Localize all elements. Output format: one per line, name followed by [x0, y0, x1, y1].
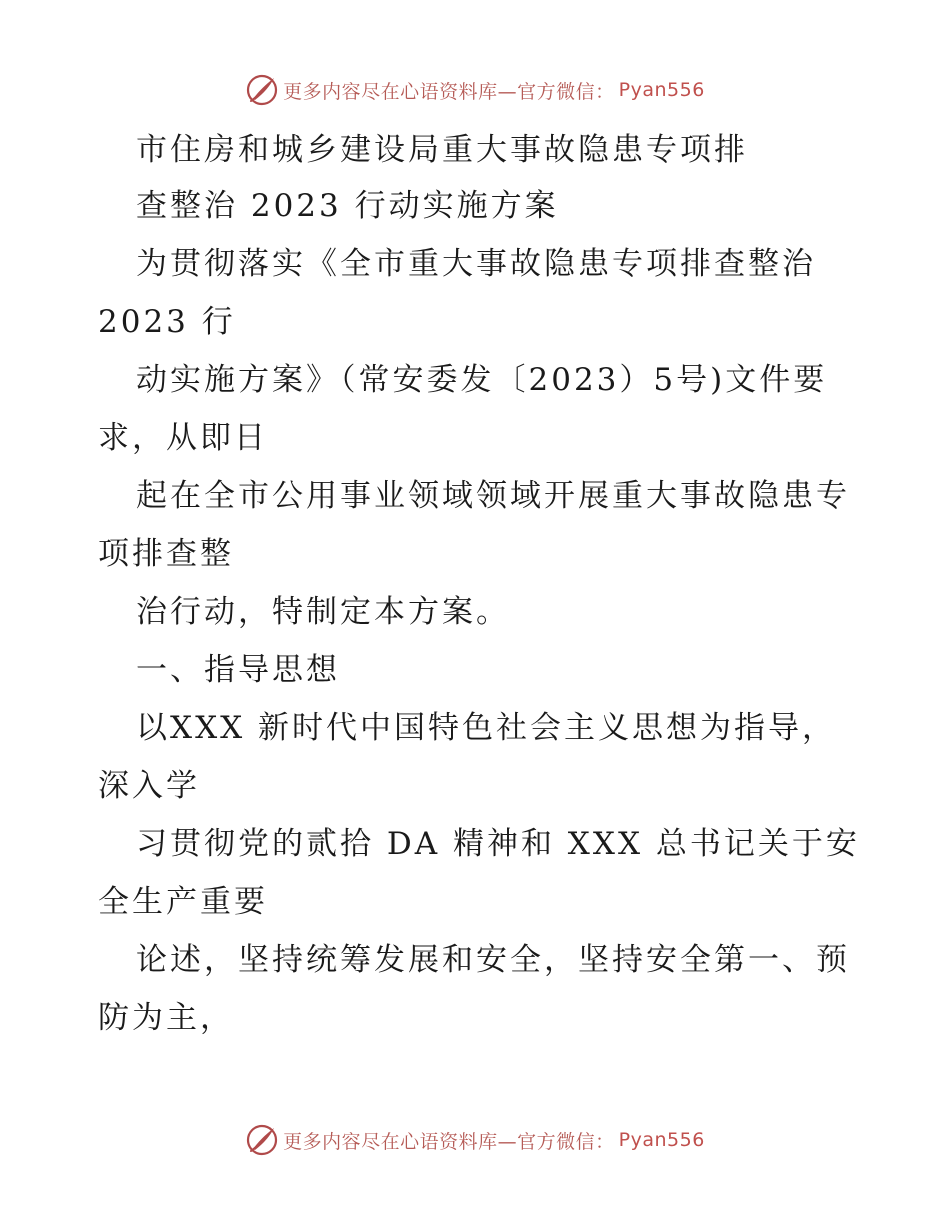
watermark-contact: Pyan556	[618, 79, 705, 101]
doc-line: 项排查整	[98, 536, 234, 572]
doc-line: 起在全市公用事业领域领域开展重大事故隐患专	[136, 478, 850, 514]
doc-line: 求，从即日	[98, 420, 268, 456]
doc-line: 为贯彻落实《全市重大事故隐患专项排查整治	[136, 246, 816, 282]
doc-line: 动实施方案》（常安委发〔2023）5号)文件要	[136, 362, 828, 398]
watermark-text: 更多内容尽在心语资料库—官方微信：	[283, 1130, 615, 1153]
doc-line: 全生产重要	[98, 884, 268, 920]
doc-heading-section-1: 一、指导思想	[136, 652, 340, 688]
watermark-contact: Pyan556	[618, 1129, 705, 1151]
doc-line-title-2: 查整治 2023 行动实施方案	[136, 188, 559, 224]
doc-line: 习贯彻党的贰拾 DA 精神和 XXX 总书记关于安	[136, 826, 860, 862]
doc-line: 论述，坚持统筹发展和安全，坚持安全第一、预	[136, 942, 850, 978]
doc-line: 2023 行	[98, 304, 236, 340]
watermark-banner-bottom	[0, 1120, 950, 1160]
watermark-text: 更多内容尽在心语资料库—官方微信：	[283, 80, 615, 103]
doc-line-title-1: 市住房和城乡建设局重大事故隐患专项排	[136, 132, 748, 168]
quill-logo-icon	[245, 73, 279, 107]
quill-logo-icon	[245, 1123, 279, 1157]
watermark-content	[245, 73, 705, 107]
doc-line: 防为主，	[98, 1000, 234, 1036]
watermark-banner-top	[0, 70, 950, 110]
doc-line: 深入学	[98, 768, 200, 804]
watermark-content	[245, 1123, 705, 1157]
doc-line: 以XXX 新时代中国特色社会主义思想为指导，	[136, 710, 837, 746]
doc-line: 治行动，特制定本方案。	[136, 594, 510, 630]
